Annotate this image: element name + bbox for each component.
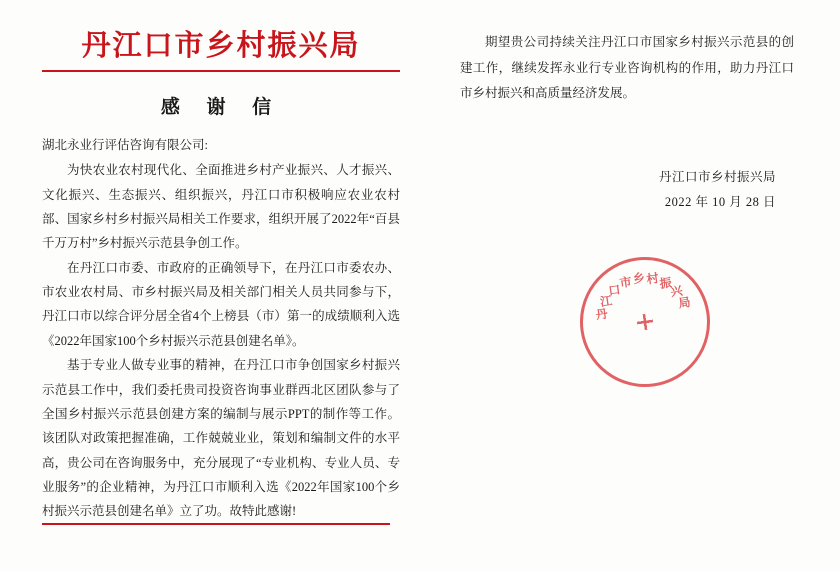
body-paragraph-2: 在丹江口市委、市政府的正确领导下，在丹江口市委农办、市农业农村局、市乡村振兴局及相关部门相关人员共同参与下，丹江口市以综合评分居全省4个上榜县（市）第一的成绩顺利入选《2022年国家100个乡村振兴示范县创建名单》。: [42, 260, 400, 348]
letterhead-title: 丹江口市乡村振兴局: [81, 28, 361, 62]
body-paragraph-1: 为快农业农村现代化、全面推进乡村产业振兴、人才振兴、文化振兴、生态振兴、组织振兴，丹江口市积极响应农业农村部、国家乡村乡村振兴局相关工作要求，组织开展了2022年“百县千万万村”乡村振兴示范县争创工作。: [42, 163, 400, 251]
seal-text: 丹 江 口 市 乡 村 振 兴 局: [594, 270, 692, 323]
signature-organization: 丹江口市乡村振兴局: [658, 169, 776, 184]
letter-right-column: [430, 0, 840, 572]
document-title: 感 谢 信: [160, 95, 282, 118]
body-paragraph-4: 期望贵公司持续关注丹江口市国家乡村振兴示范县的创建工作，继续发挥永业行专业咨询机构的作用，助力丹江口市乡村振兴和高质量经济发展。: [460, 35, 794, 101]
salutation: 湖北永业行评估咨询有限公司:: [42, 137, 208, 152]
letterhead-divider: [42, 70, 400, 72]
footer-divider: [42, 523, 390, 525]
signature-date: 2022 年 10 月 28 日: [664, 194, 776, 209]
official-seal-icon: [572, 248, 719, 395]
body-paragraph-3: 基于专业人做专业事的精神，在丹江口市争创国家乡村振兴示范县工作中，我们委托贵司投资咨询事业群西北区团队参与了全国乡村振兴示范县创建方案的编制与展示PPT的制作等工作。该团队对政策把握准确，工作兢兢业业，策划和编制文件的水平高，贵公司在咨询服务中，充分展现了“专业机构、专业人员、专业服务”的企业精神，为丹江口市顺利入选《2022年国家100个乡村振兴示范县创建名单》立了功。故特此感谢!: [42, 358, 400, 519]
signature-block: [460, 165, 794, 323]
